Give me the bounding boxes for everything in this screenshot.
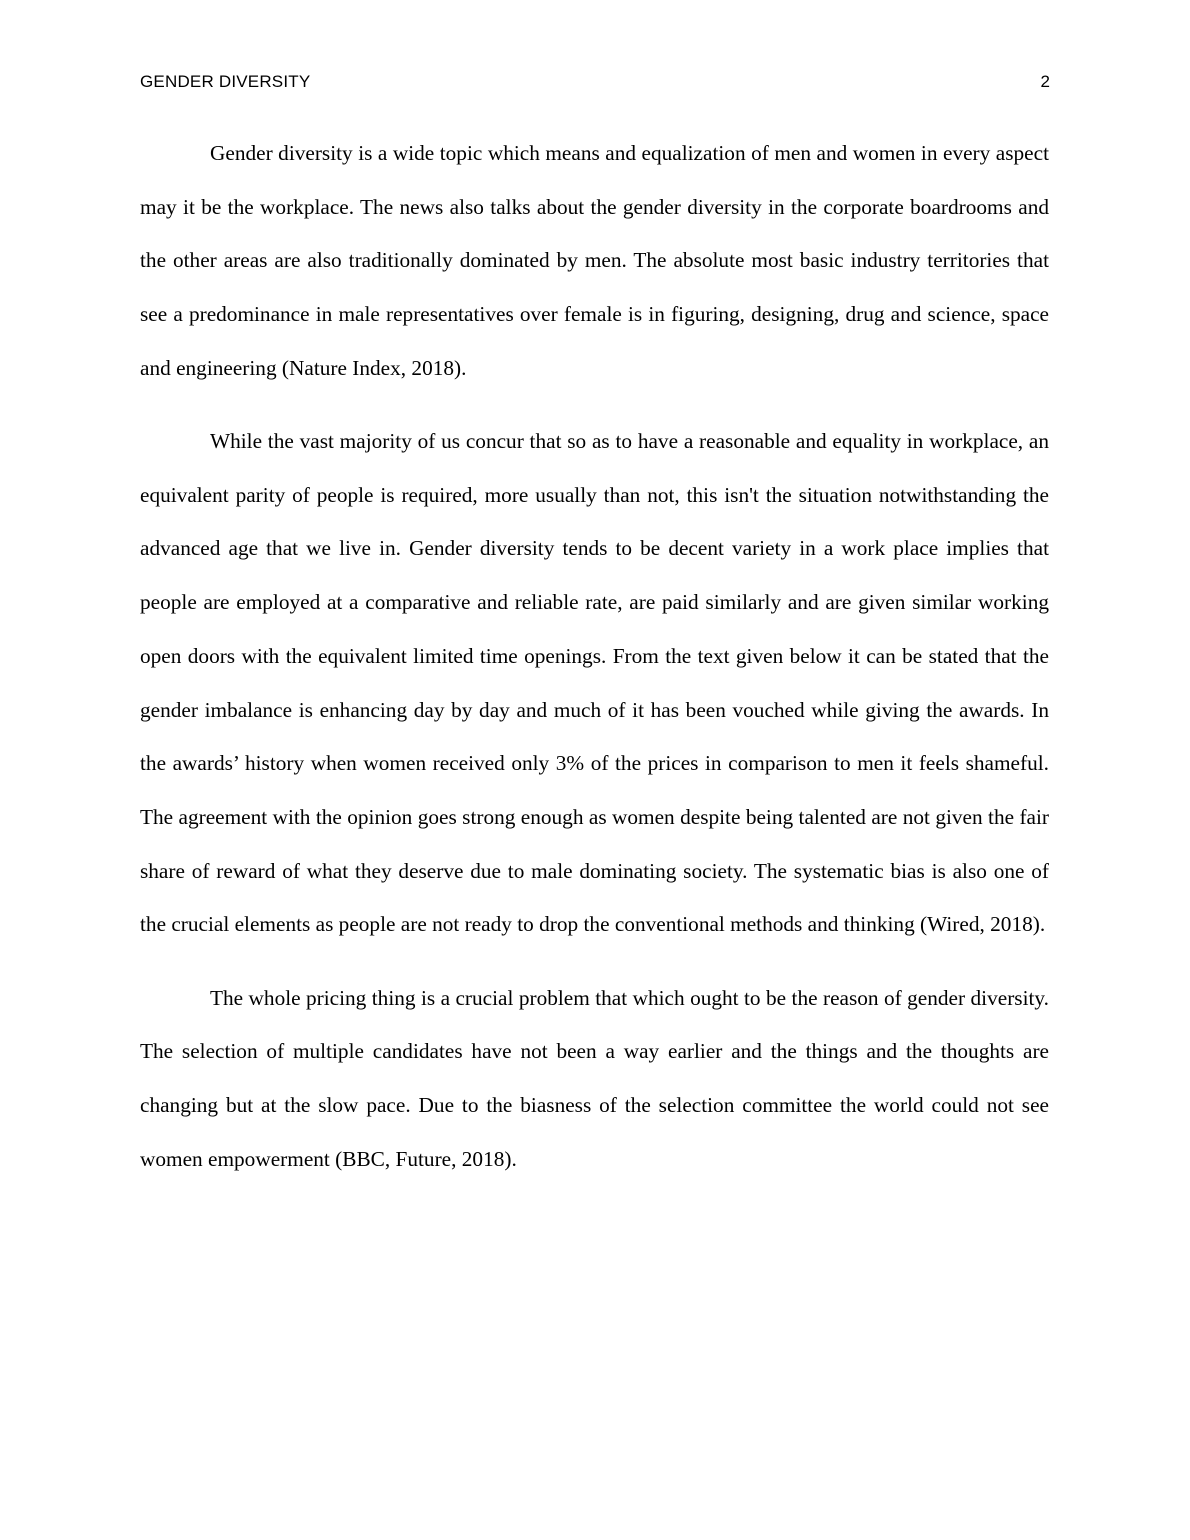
running-head-title: GENDER DIVERSITY bbox=[140, 72, 311, 91]
paragraph-2: While the vast majority of us concur that so as to have a reasonable and equality in workplace, an equivalent parity of people is required, more usually than not, this isn't the situation notwithstanding the advanced age that we live in. Gender diversity tends to be decent variety in a work place implies that people are employed at a comparative and reliable rate, are paid similarly and are given similar working open doors with the equivalent limited time openings. From the text given below it can be stated that the gender imbalance is enhancing day by day and much of it has been vouched while giving the awards. In the awards’ history when women received only 3% of the prices in comparison to men it feels shameful. The agreement with the opinion goes strong enough as women despite being talented are not given the fair share of reward of what they deserve due to male dominating society. The systematic bias is also one of the crucial elements as people are not ready to drop the conventional methods and thinking (Wired, 2018). bbox=[140, 429, 1049, 937]
page-number: 2 bbox=[1040, 72, 1050, 91]
document-body bbox=[140, 127, 1049, 1206]
paragraph-1: Gender diversity is a wide topic which means and equalization of men and women in every aspect may it be the workplace. The news also talks about the gender diversity in the corporate boardrooms and the other areas are also traditionally dominated by men. The absolute most basic industry territories that see a predominance in male representatives over female is in figuring, designing, drug and science, space and engineering (Nature Index, 2018). bbox=[140, 141, 1049, 380]
paragraph-3: The whole pricing thing is a crucial problem that which ought to be the reason of gender diversity. The selection of multiple candidates have not been a way earlier and the things and the thoughts are changing but at the slow pace. Due to the biasness of the selection committee the world could not see women empowerment (BBC, Future, 2018). bbox=[140, 985, 1049, 1171]
page-header bbox=[140, 72, 1050, 96]
